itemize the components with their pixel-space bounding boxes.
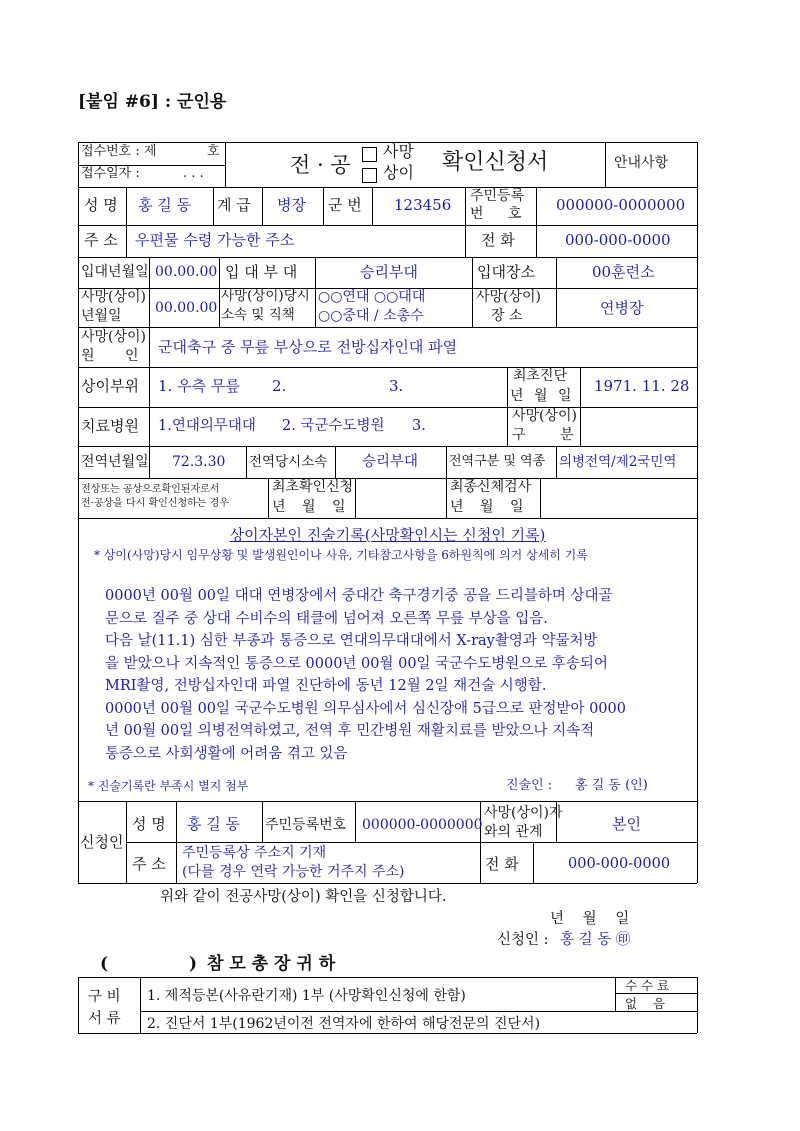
documents-label-line2: 서 류 [88, 1011, 121, 1027]
receipt-number-label: 접수번호 : 제 [81, 144, 157, 159]
receipt-date-label: 접수일자 : [81, 166, 140, 181]
casualty-class-label-line2: 구 분 [512, 427, 574, 443]
relationship-label-line1: 사망(상이)자 [484, 805, 563, 821]
applicant-address-line1: 주민등록상 주소지 기재 [182, 845, 327, 861]
casualty-date-label-line1: 사망(상이) [81, 289, 147, 305]
statement-line: 문으로 질주 중 상대 수비수의 태클에 넘어져 오른쪽 무릎 부상을 입음. [105, 610, 548, 627]
rank-label: 계 급 [217, 196, 251, 214]
fee-value: 없 음 [625, 996, 666, 1011]
casualty-affiliation-label-line1: 사망(상이)당시 [221, 288, 310, 304]
enlist-date-label: 입대년월일 [81, 264, 149, 280]
applicant-name-label: 성 명 [132, 815, 166, 833]
enlist-unit-label: 입 대 부 대 [225, 263, 298, 281]
first-confirm-label-line1: 최초확인신청 [272, 479, 354, 495]
discharge-date-value: 72.3.30 [172, 454, 226, 470]
cause-label-line2: 원 인 [81, 348, 139, 364]
phone-label: 전 화 [481, 231, 515, 249]
injury-part-1: 1. 우측 무릎 [158, 377, 240, 395]
name-label: 성 명 [84, 196, 118, 214]
document-item-2: 2. 진단서 1부(1962년이전 전역자에 한하여 해당전문의 진단서) [147, 1016, 541, 1032]
applicant-address-label: 주 소 [132, 855, 166, 873]
death-option: 사망 [383, 142, 414, 161]
casualty-class-label-line1: 사망(상이) [512, 408, 578, 424]
receipt-date-dots: . . . [183, 166, 204, 181]
enlist-place-value: 00훈련소 [592, 263, 655, 281]
title-prefix: 전 · 공 [290, 153, 351, 177]
rank-value: 병장 [277, 196, 306, 214]
address-label: 주 소 [84, 231, 118, 249]
casualty-date-value: 00.00.00 [155, 300, 218, 316]
declaration-text: 위와 같이 전공사망(상이) 확인을 신청합니다. [160, 889, 447, 905]
injury-checkbox[interactable] [362, 167, 377, 183]
casualty-place-label-line1: 사망(상이) [476, 289, 542, 305]
service-number-value: 123456 [394, 196, 452, 214]
documents-label-line1: 구 비 [88, 989, 121, 1005]
phone-value: 000-000-0000 [565, 231, 671, 249]
relationship-label-line2: 와의 관계 [484, 824, 543, 840]
declaration-applicant-name: 홍 길 동 ㊞ [560, 932, 631, 948]
casualty-place-label-line2: 장 소 [491, 308, 523, 324]
applicant-address-line2: (다를 경우 연락 가능한 거주지 주소) [182, 864, 405, 880]
guide-label: 안내사항 [614, 155, 669, 171]
fee-label: 수 수 료 [625, 978, 670, 993]
statement-line: MRI촬영, 전방십자인대 파열 진단하에 동년 12월 2일 재건술 시행함. [105, 678, 547, 694]
form-title: 확인신청서 [442, 150, 549, 175]
recipient-paren-open: ( [100, 954, 109, 974]
applicant-rrn-label: 주민등록번호 [265, 817, 347, 833]
hospital-1: 1.연대의무대대 [158, 418, 256, 434]
cause-label-line1: 사망(상이) [81, 329, 147, 345]
first-confirm-label-line2: 년 월 일 [272, 499, 346, 515]
first-diagnosis-date: 1971. 11. 28 [594, 377, 690, 395]
reconfirm-note-line2: 전·공상을 다시 확인신청하는 경우 [81, 498, 229, 509]
first-diagnosis-label-line1: 최초진단 [513, 368, 568, 384]
applicant-phone-label: 전 화 [485, 855, 519, 873]
injury-option: 상이 [383, 163, 414, 182]
declaration-applicant-label: 신청인 : [497, 932, 549, 948]
statement-signer: 홍 길 동 (인) [575, 778, 648, 793]
last-exam-label-line1: 최종신체검사 [450, 479, 532, 495]
enlist-date-value: 00.00.00 [155, 264, 218, 280]
casualty-affiliation-line1: ○○연대 ○○대대 [318, 289, 426, 305]
reconfirm-note-line1: 전상또는 공상으로확인된자로서 [81, 484, 220, 495]
rrn-label-line2: 번 호 [470, 206, 522, 222]
rrn-value: 000000-0000000 [556, 196, 686, 214]
statement-line: 0000년 00월 00일 대대 연병장에서 중대간 축구경기중 공을 드리블하며 상대골 [105, 588, 613, 604]
applicant-phone: 000-000-0000 [568, 856, 671, 872]
discharge-unit-label: 전역당시소속 [249, 454, 328, 470]
injury-part-label: 상이부위 [81, 377, 139, 395]
applicant-section-label: 신청인 [80, 833, 124, 851]
statement-line: 을 받았으나 지속적인 통증으로 0000년 00월 00일 국군수도병원으로 후송되어 [105, 655, 608, 672]
casualty-place-value: 연병장 [600, 299, 644, 317]
statement-footnote: * 진술기록란 부족시 별지 첨부 [88, 779, 249, 793]
applicant-rrn: 000000-0000000 [362, 817, 483, 833]
discharge-unit-value: 승리부대 [362, 454, 419, 470]
hospital-label: 치료병원 [81, 417, 139, 435]
discharge-date-label: 전역년월일 [81, 454, 149, 470]
cause-value: 군대축구 중 무릎 부상으로 전방십자인대 파열 [158, 338, 458, 356]
receipt-number-suffix: 호 [207, 144, 220, 159]
recipient-paren-close: ) [189, 954, 198, 974]
statement-body [105, 585, 695, 765]
hospital-2: 2. 국군수도병원 [282, 418, 385, 434]
document-item-1: 1. 제적등본(사유란기재) 1부 (사망확인신청에 한함) [147, 988, 466, 1004]
statement-line: 다음 날(11.1) 심한 부종과 통증으로 연대의무대대에서 X-ray촬영과 약물처방 [105, 633, 598, 649]
statement-line: 통증으로 사회생활에 어려움 겪고 있음 [105, 745, 348, 762]
declaration-date: 년 월 일 [550, 911, 630, 927]
injury-part-2: 2. [272, 377, 287, 395]
attachment-label: [붙임 #6] : 군인용 [78, 92, 227, 112]
enlist-unit-value: 승리부대 [360, 263, 418, 281]
statement-signer-label: 진술인 : [506, 778, 553, 793]
address-value: 우편물 수령 가능한 주소 [135, 231, 295, 249]
name-value: 홍 길 동 [138, 196, 192, 214]
rrn-label-line1: 주민등록 [470, 188, 525, 204]
discharge-type-label: 전역구분 및 역종 [449, 454, 546, 469]
applicant-name: 홍 길 동 [187, 815, 241, 833]
statement-instruction: * 상이(사망)당시 임무상황 및 발생원인이나 사유, 기타참고사항을 6하원칙에 의거 상세히 기록 [94, 548, 588, 562]
casualty-affiliation-label-line2: 소속 및 직책 [221, 307, 295, 323]
first-diagnosis-label-line2: 년 월 일 [510, 388, 572, 404]
statement-title: 상이자본인 진술기록(사망확인시는 신청인 기록) [229, 526, 546, 544]
casualty-date-label-line2: 년월일 [81, 308, 122, 324]
statement-line: 년 00월 00일 의병전역하였고, 전역 후 민간병원 재활치료를 받았으나 지속적 [105, 723, 595, 739]
last-exam-label-line2: 년 월 일 [450, 499, 524, 515]
casualty-affiliation-line2: ○○중대 / 소총수 [318, 308, 424, 324]
hospital-3: 3. [412, 418, 426, 434]
statement-line: 0000년 00월 00일 국군수도병원 의무심사에서 심신장애 5급으로 판정받아 0000 [105, 700, 626, 717]
recipient-text: 참 모 총 장 귀 하 [207, 954, 336, 974]
discharge-type-value: 의병전역/제2국민역 [559, 454, 677, 470]
death-checkbox[interactable] [362, 146, 377, 162]
service-number-label: 군 번 [328, 196, 362, 214]
injury-part-3: 3. [389, 377, 404, 395]
enlist-place-label: 입대장소 [477, 263, 535, 281]
relationship-value: 본인 [612, 815, 641, 833]
